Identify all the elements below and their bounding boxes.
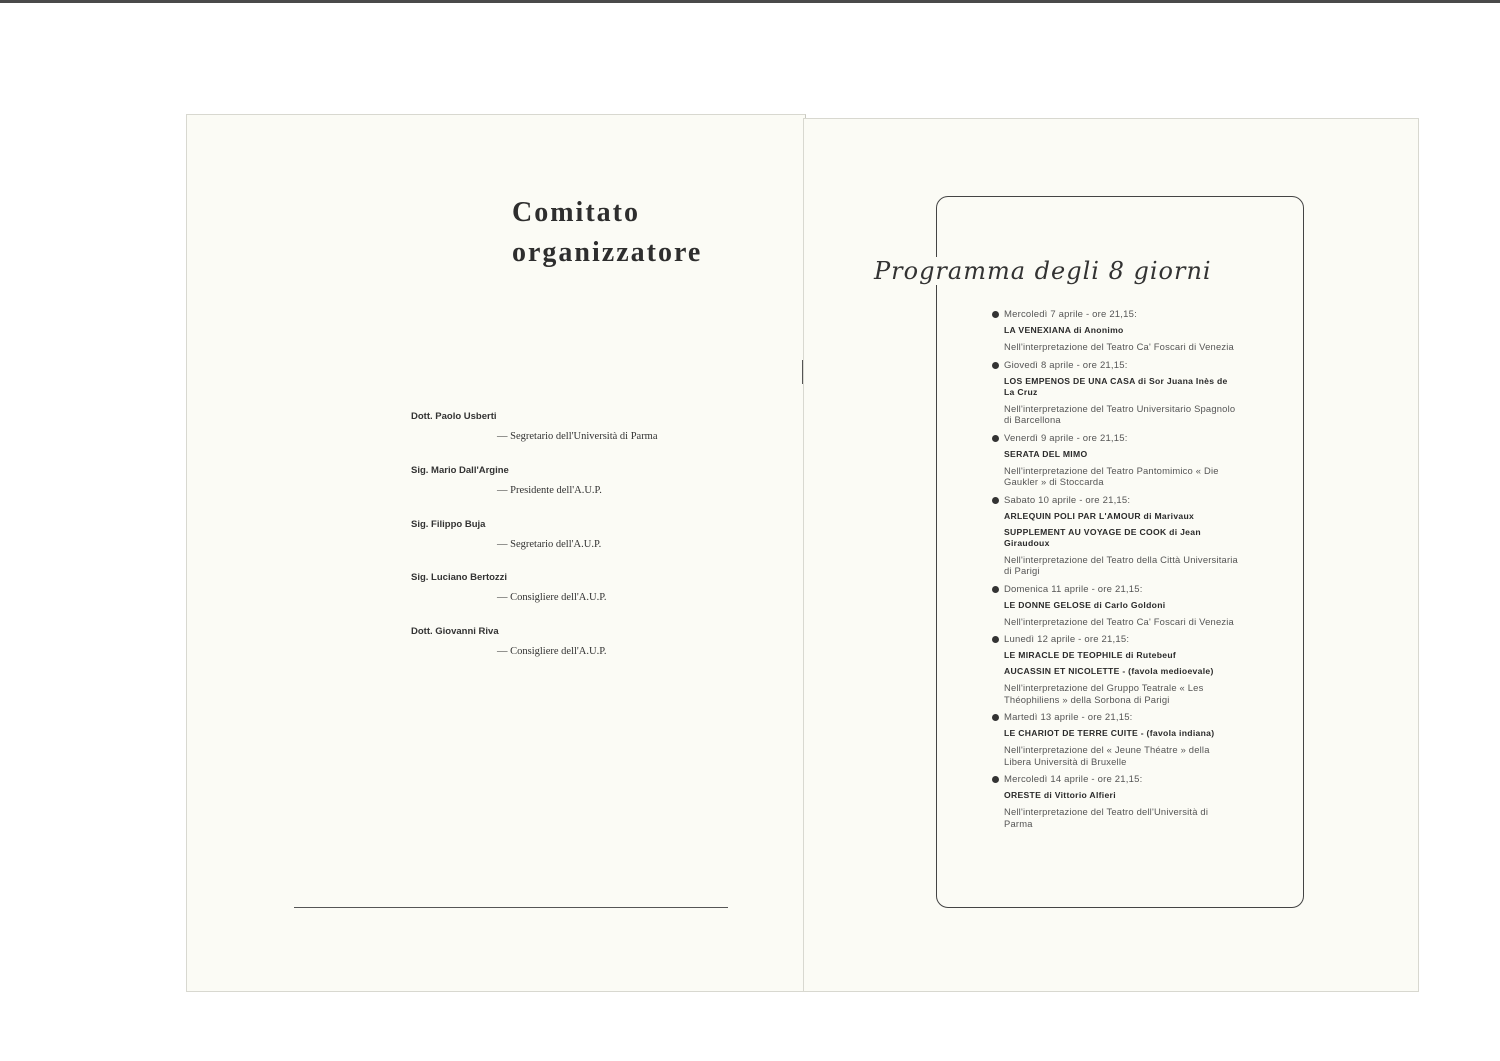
committee-member (411, 519, 791, 550)
committee-title (512, 193, 812, 273)
bullet-icon (992, 636, 999, 643)
event-item (1004, 360, 1239, 426)
member-name: Sig. Mario Dall'Argine (411, 465, 509, 476)
right-page (803, 118, 1419, 992)
event-item (1004, 584, 1239, 628)
event-show: AUCASSIN ET NICOLETTE - (favola medioevale) (1004, 666, 1214, 676)
event-item (1004, 712, 1239, 767)
event-show: ARLEQUIN POLI PAR L'AMOUR di Marivaux (1004, 510, 1195, 521)
committee-title-line1: Comitato (512, 197, 640, 228)
event-note: Nell'interpretazione del Teatro Universitario Spagnolo di Barcellona (1004, 402, 1236, 425)
event-show: LA VENEXIANA di Anonimo (1004, 325, 1124, 335)
member-role: — Presidente dell'A.U.P. (497, 485, 602, 496)
event-list (1004, 309, 1239, 836)
committee-member (411, 626, 791, 657)
committee-member (411, 572, 791, 603)
event-show: ORESTE di Vittorio Alfieri (1004, 790, 1116, 800)
event-item (1004, 495, 1239, 577)
event-note: Nell'interpretazione del Gruppo Teatrale « Les Théophiliens » della Sorbona di Parigi (1004, 682, 1204, 705)
bullet-icon (992, 714, 999, 721)
committee-member (411, 411, 791, 442)
bullet-icon (992, 497, 999, 504)
member-name: Sig. Luciano Bertozzi (411, 572, 508, 583)
event-note: Nell'interpretazione del Teatro Ca' Foscari di Venezia (1004, 341, 1234, 352)
member-name: Sig. Filippo Buja (411, 519, 486, 530)
event-note: Nell'interpretazione del Teatro dell'Università di Parma (1004, 806, 1209, 829)
member-role: — Segretario dell'Università di Parma (497, 431, 658, 442)
event-date: Sabato 10 aprile - ore 21,15: (1004, 494, 1131, 506)
member-role: — Consigliere dell'A.U.P. (497, 646, 607, 657)
bullet-icon (992, 311, 999, 318)
bullet-icon (992, 586, 999, 593)
event-note: Nell'interpretazione del Teatro Ca' Foscari di Venezia (1004, 615, 1234, 627)
left-page (186, 114, 806, 992)
event-note: Nell'interpretazione del « Jeune Théatre » della Libera Università di Bruxelle (1004, 744, 1210, 767)
committee-member (411, 465, 791, 496)
event-show: SUPPLEMENT AU VOYAGE DE COOK di Jean Giraudoux (1004, 526, 1201, 548)
bullet-icon (992, 435, 999, 442)
event-show: LE MIRACLE DE TEOPHILE di Rutebeuf (1004, 650, 1177, 660)
event-date: Giovedì 8 aprile - ore 21,15: (1004, 359, 1128, 371)
member-role: — Segretario dell'A.U.P. (497, 539, 602, 550)
scan-top-edge (0, 0, 1500, 3)
event-date: Martedì 13 aprile - ore 21,15: (1004, 712, 1133, 723)
event-date: Mercoledì 7 aprile - ore 21,15: (1004, 309, 1137, 320)
bullet-icon (992, 776, 999, 783)
event-show: LE CHARIOT DE TERRE CUITE - (favola indiana) (1004, 728, 1215, 738)
event-date: Lunedì 12 aprile - ore 21,15: (1004, 634, 1130, 645)
event-show: LE DONNE GELOSE di Carlo Goldoni (1004, 599, 1166, 610)
event-note: Nell'interpretazione del Teatro Pantomimico « Die Gaukler » di Stoccarda (1004, 464, 1219, 487)
event-item (1004, 774, 1239, 829)
committee-title-line2: organizzatore (512, 237, 703, 268)
event-date: Domenica 11 aprile - ore 21,15: (1004, 583, 1143, 595)
program-title: Programma degli 8 giorni (872, 257, 1218, 285)
event-item (1004, 433, 1239, 488)
event-show: SERATA DEL MIMO (1004, 448, 1088, 459)
bottom-rule (294, 907, 728, 908)
event-show: LOS EMPENOS DE UNA CASA di Sor Juana Inès de La Cruz (1004, 375, 1228, 397)
member-role: — Consigliere dell'A.U.P. (497, 592, 607, 603)
bullet-icon (992, 362, 999, 369)
event-note: Nell'interpretazione del Teatro della Città Universitaria di Parigi (1004, 553, 1238, 576)
event-item (1004, 309, 1239, 353)
member-name: Dott. Giovanni Riva (411, 626, 499, 637)
member-name: Dott. Paolo Usberti (411, 411, 497, 422)
event-item (1004, 634, 1239, 705)
event-date: Venerdì 9 aprile - ore 21,15: (1004, 432, 1128, 444)
event-date: Mercoledì 14 aprile - ore 21,15: (1004, 774, 1143, 785)
